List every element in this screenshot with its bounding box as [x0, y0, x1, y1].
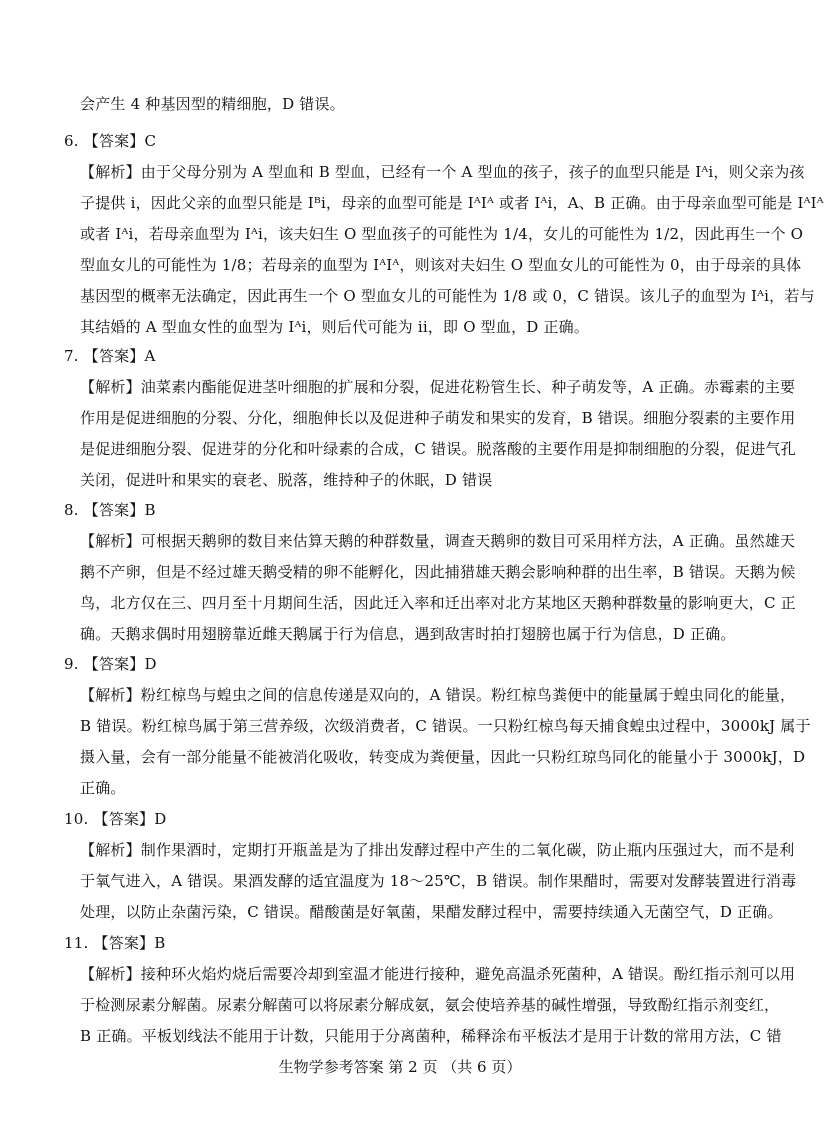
page-footer: 生物学参考答案 第 2 页 （共 6 页） [278, 1058, 522, 1076]
explanation-11-line: 于检测尿素分解菌。尿素分解菌可以将尿素分解成氨，氨会使培养基的碱性增强，导致酚红指示剂变红， [80, 996, 780, 1014]
explanation-9-line: 正确。 [80, 779, 126, 797]
explanation-6-line: 型血女儿的可能性为 1/8；若母亲的血型为 IᴬIᴬ，则该对夫妇生 O 型血女儿的可能性为 0，由于母亲的具体 [80, 256, 802, 274]
explanation-8-line: 鹅不产卵，但是不经过雄天鹅受精的卵不能孵化，因此捕猎雄天鹅会影响种群的出生率，B 错误。天鹅为候 [80, 563, 796, 581]
explanation-7-line: 关闭，促进叶和果实的衰老、脱落，维持种子的休眠，D 错误 [80, 471, 493, 489]
explanation-6-line: 基因型的概率无法确定，因此再生一个 O 型血女儿的可能性为 1/8 或 0，C 错误。该儿子的血型为 Iᴬi，若与 [80, 287, 815, 305]
explanation-9-line: B 错误。粉红椋鸟属于第三营养级，次级消费者，C 错误。一只粉红椋鸟每天捕食蝗虫过程中，3000kJ 属于 [80, 717, 811, 735]
answer-7: 7. 【答案】A [64, 347, 156, 365]
explanation-10-line: 【解析】制作果酒时，定期打开瓶盖是为了排出发酵过程中产生的二氧化碳，防止瓶内压强过大，而不是利 [80, 841, 795, 859]
explanation-7-line: 【解析】油菜素内酯能促进茎叶细胞的扩展和分裂，促进花粉管生长、种子萌发等，A 正确。赤霉素的主要 [80, 378, 796, 396]
explanation-8-line: 鸟，北方仅在三、四月至十月期间生活，因此迁入率和迁出率对北方某地区天鹅种群数量的影响更大，C 正 [80, 594, 796, 612]
answer-6: 6. 【答案】C [64, 132, 157, 150]
explanation-10-line: 处理，以防止杂菌污染，C 错误。醋酸菌是好氧菌，果醋发酵过程中，需要持续通入无菌空气，D 正确。 [80, 903, 783, 921]
explanation-6-line: 【解析】由于父母分别为 A 型血和 B 型血，已经有一个 A 型血的孩子，孩子的血型只能是 Iᴬi，则父亲为孩 [80, 163, 805, 181]
answer-11: 11. 【答案】B [64, 934, 166, 952]
explanation-10-line: 于氧气进入，A 错误。果酒发酵的适宜温度为 18～25℃，B 错误。制作果醋时，需要对发酵装置进行消毒 [80, 872, 797, 890]
explanation-7-line: 是促进细胞分裂、促进芽的分化和叶绿素的合成，C 错误。脱落酸的主要作用是抑制细胞的分裂，促进气孔 [80, 440, 796, 458]
explanation-6-line: 或者 Iᴬi，若母亲血型为 Iᴬi，该夫妇生 O 型血孩子的可能性为 1/4，女儿的可能性为 1/2，因此再生一个 O [80, 225, 804, 243]
explanation-9-line: 摄入量，会有一部分能量不能被消化吸收，转变成为粪便量，因此一只粉红琼鸟同化的能量小于 3000kJ，D [80, 748, 806, 766]
answer-9: 9. 【答案】D [64, 655, 157, 673]
explanation-8-line: 【解析】可根据天鹅卵的数目来估算天鹅的种群数量，调查天鹅卵的数目可采用样方法，A 正确。虽然雄天 [80, 532, 796, 550]
explanation-9-line: 【解析】粉红椋鸟与蝗虫之间的信息传递是双向的，A 错误。粉红椋鸟粪便中的能量属于蝗虫同化的能量， [80, 686, 796, 704]
explanation-7-line: 作用是促进细胞的分裂、分化，细胞伸长以及促进种子萌发和果实的发育，B 错误。细胞分裂素的主要作用 [80, 409, 796, 427]
explanation-6-line: 其结婚的 A 型血女性的血型为 Iᴬi，则后代可能为 ii，即 O 型血，D 正确。 [80, 318, 590, 336]
explanation-11-line: B 正确。平板划线法不能用于计数，只能用于分离菌种，稀释涂布平板法才是用于计数的常用方法，C 错 [80, 1027, 782, 1045]
explanation-8-line: 确。天鹅求偶时用翅膀靠近雌天鹅属于行为信息，遇到敌害时拍打翅膀也属于行为信息，D 正确。 [80, 625, 736, 643]
explanation-11-line: 【解析】接种环火焰灼烧后需要冷却到室温才能进行接种，避免高温杀死菌种，A 错误。酚红指示剂可以用 [80, 965, 796, 983]
continuation-line: 会产生 4 种基因型的精细胞，D 错误。 [80, 95, 345, 113]
answer-10: 10. 【答案】D [64, 810, 167, 828]
answer-8: 8. 【答案】B [64, 501, 156, 519]
explanation-6-line: 子提供 i，因此父亲的血型只能是 Iᴮi，母亲的血型可能是 IᴬIᴬ 或者 Iᴬi，A、B 正确。由于母亲血型可能是 IᴬIᴬ [80, 194, 824, 212]
